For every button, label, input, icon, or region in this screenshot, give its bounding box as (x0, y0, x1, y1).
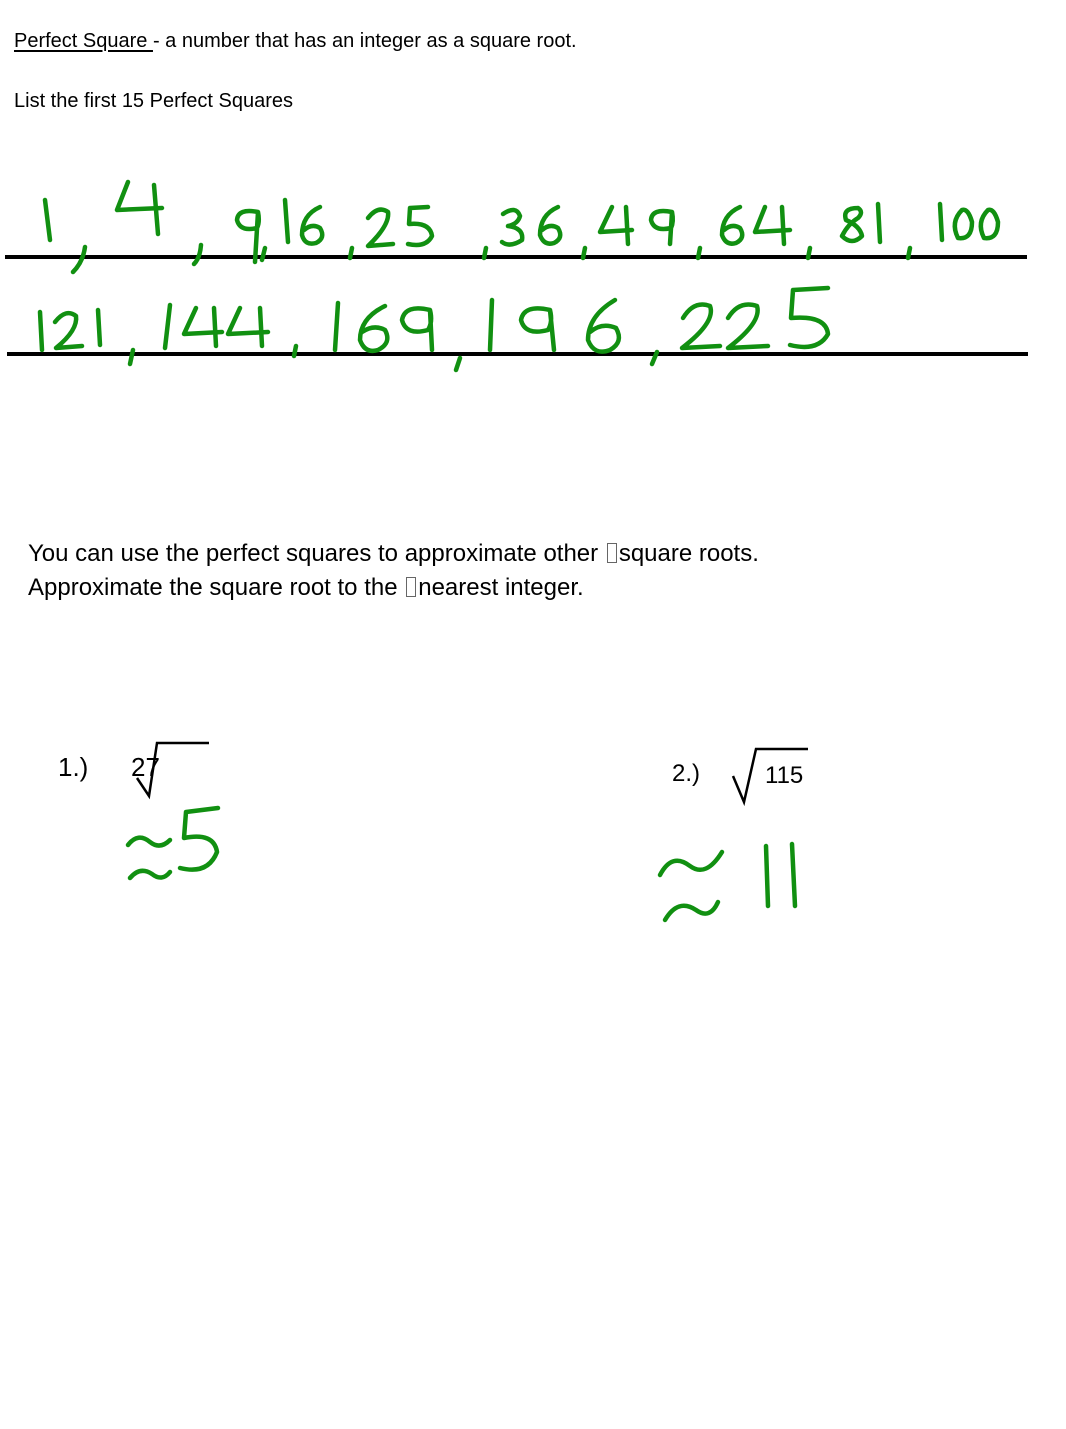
ruled-line-1 (5, 255, 1027, 259)
definition-text: - a number that has an integer as a square root. (152, 30, 577, 52)
handwritten-answer-1-text (0, 0, 1, 1)
paragraph-line-2-end: nearest integer. (418, 574, 584, 601)
handwritten-row-2-text (0, 0, 1, 1)
paragraph-line-1-start: You can use the perfect squares to approximate other (28, 540, 605, 567)
handwritten-answer-2-text (0, 0, 1, 1)
definition-term: Perfect Square (14, 30, 153, 52)
paragraph-line-1 (28, 537, 759, 571)
approximation-paragraph (28, 537, 759, 605)
handwritten-row-1-text (0, 0, 1, 1)
handwritten-squares-row-2 (40, 288, 828, 370)
problem-1-radicand: 27 (131, 752, 160, 782)
problem-2-radicand: 115 (765, 762, 804, 789)
paragraph-line-1-end: square roots. (618, 540, 759, 567)
definition (14, 30, 577, 53)
handwritten-answer-2 (660, 844, 795, 920)
instruction: List the first 15 Perfect Squares (14, 90, 294, 112)
paragraph-line-2 (28, 571, 759, 605)
handwritten-answer-1 (128, 808, 218, 878)
missing-glyph-box (607, 543, 617, 563)
paragraph-line-2-start: Approximate the square root to the (28, 574, 405, 601)
problem-1-label: 1.) (58, 752, 89, 782)
missing-glyph-box (406, 577, 416, 597)
ruled-line-2 (7, 352, 1028, 356)
problem-2-label: 2.) (672, 760, 701, 787)
